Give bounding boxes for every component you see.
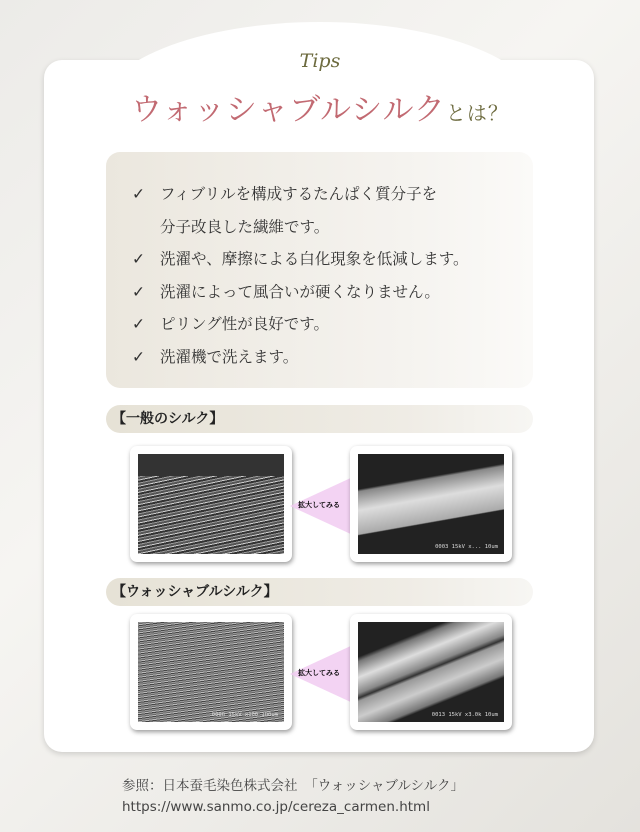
reference-source: 参照：日本蚕毛染色株式会社 「ウォッシャブルシルク」 <box>122 778 464 794</box>
features-box <box>106 152 533 388</box>
sem-image <box>358 454 504 554</box>
sem-image <box>138 622 284 722</box>
feature-item <box>132 243 468 276</box>
feature-text: 分子改良した繊維です。 <box>160 217 330 236</box>
check-icon: ✓ <box>132 250 145 268</box>
section-header-washable-silk: 【ウォッシャブルシルク】 <box>106 578 533 606</box>
title-main: ウォッシャブルシルク <box>131 92 446 128</box>
check-icon: ✓ <box>132 315 145 333</box>
title-suffix: とは？ <box>445 101 509 125</box>
feature-item-cont <box>132 211 468 244</box>
sem-caption: 0003 15kV x... 10um <box>435 544 498 550</box>
feature-text: ピリング性が良好です。 <box>160 315 329 333</box>
check-icon: ✓ <box>132 347 145 366</box>
photo-washable-silk-zoomed <box>350 614 512 730</box>
page-title <box>0 84 640 129</box>
feature-text: 洗濯や、摩擦による白化現象を低減します。 <box>160 250 469 268</box>
reference-url[interactable]: https://www.sanmo.co.jp/cereza_carmen.html <box>122 799 430 815</box>
photo-washable-silk <box>130 614 292 730</box>
tips-label: Tips <box>299 50 341 72</box>
feature-item <box>132 276 468 309</box>
sem-caption: 0013 15kV x3.0k 10um <box>431 712 498 718</box>
feature-text: 洗濯機で洗えます。 <box>160 347 299 366</box>
feature-text: フィブリルを構成するたんぱく質分子を <box>160 185 438 203</box>
feature-text: 洗濯によって風合いが硬くなりません。 <box>160 282 440 301</box>
sem-caption: 0006 15kV x100 100um <box>211 712 278 718</box>
check-icon: ✓ <box>132 185 145 203</box>
feature-item <box>132 308 468 341</box>
section-header-regular-silk: 【一般のシルク】 <box>106 405 533 433</box>
check-icon: ✓ <box>132 282 145 301</box>
zoom-label: 拡大してみる <box>298 501 340 509</box>
feature-item <box>132 341 468 374</box>
feature-item <box>132 178 468 211</box>
photo-regular-silk <box>130 446 292 562</box>
sem-image <box>138 454 284 554</box>
zoom-label: 拡大してみる <box>298 669 340 677</box>
sem-image <box>358 622 504 722</box>
photo-regular-silk-zoomed <box>350 446 512 562</box>
